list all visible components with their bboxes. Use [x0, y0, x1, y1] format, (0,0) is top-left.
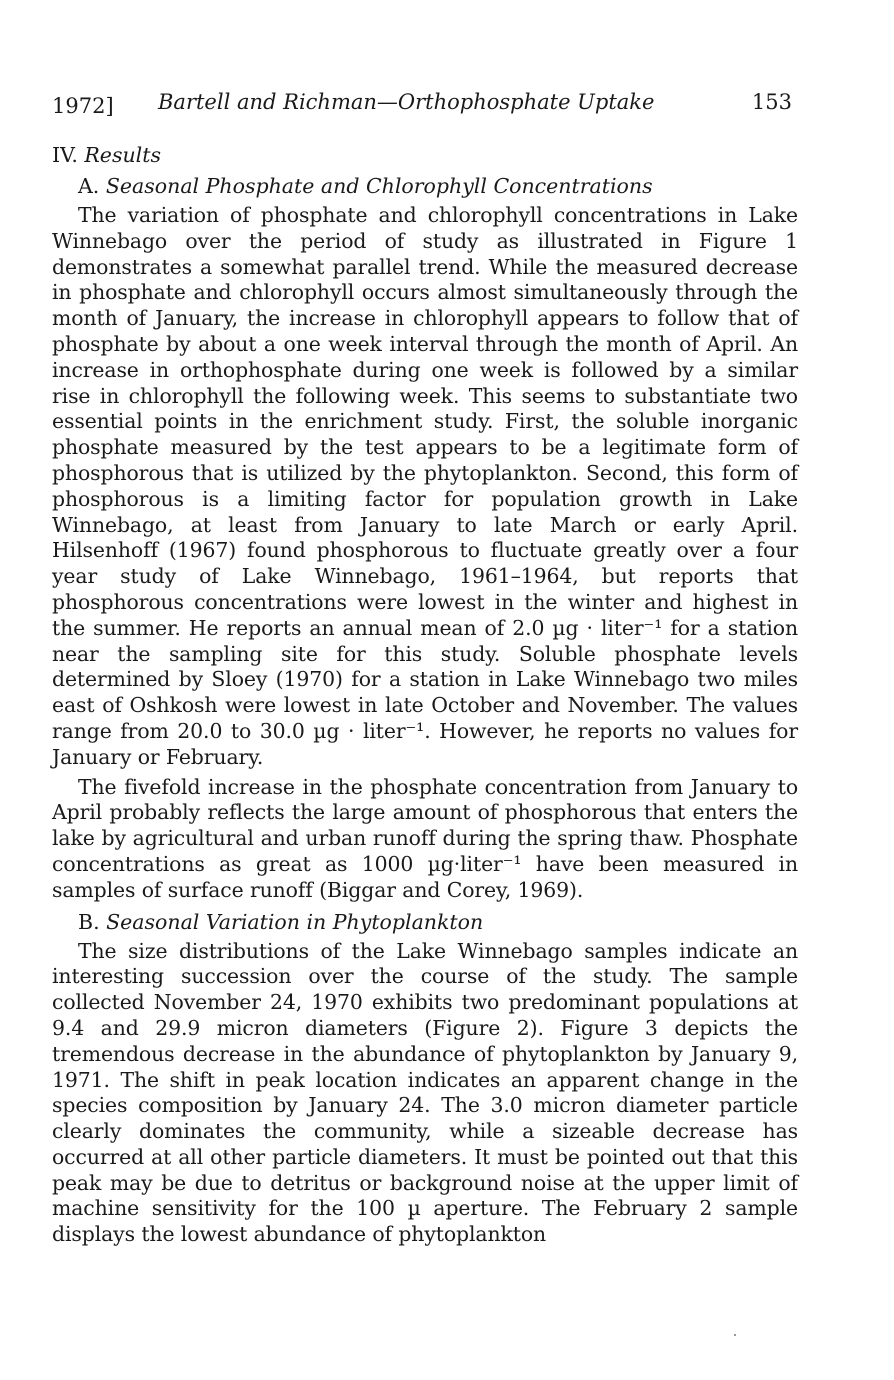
paragraph-a1: The variation of phosphate and chlorophyll concentrations in Lake Winnebago over the period of study as illustrated in Figure 1 demonstrates a somewhat parallel trend. While the measured decrease in phosphate and chlorophyll occurs almost simultaneously through the month of January, the increase in chlorophyll appears to follow that of phosphate by about a one week interval through the month of April. An increase in orthophosphate during one week is followed by a similar rise in chlorophyll the following week. This seems to substantiate two essential points in the enrichment study. First, the soluble inorganic phosphate measured by the test appears to be a legitimate form of phosphorous that is utilized by the phytoplankton. Second, this form of phosphorous is a limiting factor for population growth in Lake Winnebago, at least from January to late March or early April. Hilsenhoff (1967) found phosphorous to fluctuate greatly over a four year study of Lake Winnebago, 1961–1964, but reports that phosphorous concentrations were lowest in the winter and highest in the summer. He reports an annual mean of 2.0 µg · liter⁻¹ for a station near the sampling site for this study. Soluble phosphate levels determined by Sloey (1970) for a station in Lake Winnebago two miles east of Oshkosh were lowest in late October and November. The values range from 20.0 to 30.0 µg · liter⁻¹. However, he reports no values for January or February.: [52, 203, 798, 769]
section-title: Results: [84, 143, 161, 167]
section-numeral: IV.: [52, 143, 78, 167]
scan-speck: [734, 1334, 736, 1336]
paragraph-b1: The size distributions of the Lake Winnebago samples indicate an interesting succession over the course of the study. The sample collected November 24, 1970 exhibits two predominant populations at 9.4 and 29.9 micron diameters (Figure 2). Figure 3 depicts the tremendous decrease in the abundance of phytoplankton by January 9, 1971. The shift in peak location indicates an apparent change in the species composition by January 24. The 3.0 micron diameter particle clearly dominates the community, while a sizeable decrease has occurred at all other particle diameters. It must be pointed out that this peak may be due to detritus or background noise at the upper limit of machine sensitivity for the 100 µ aperture. The February 2 sample displays the lowest abundance of phytoplankton: [52, 938, 798, 1247]
running-head: [52, 88, 798, 120]
page-number: 153: [751, 90, 792, 114]
subsection-a-letter: A.: [78, 174, 100, 198]
running-head-title: Bartell and Richman—Orthophosphate Uptake: [158, 90, 655, 114]
running-head-year: 1972]: [52, 94, 114, 118]
paragraph-a2: The fivefold increase in the phosphate concentration from January to April probably reflects the large amount of phosphorous that enters the lake by agricultural and urban runoff during the spring thaw. Phosphate concentrations as great as 1000 µg·liter⁻¹ have been measured in samples of surface runoff (Biggar and Corey, 1969).: [52, 774, 798, 902]
subsection-heading-b: [52, 909, 798, 935]
journal-page: [52, 88, 798, 1248]
subsection-b-letter: B.: [78, 909, 100, 934]
subsection-b-title: Seasonal Variation in Phytoplankton: [106, 909, 484, 934]
section-heading-results: [52, 142, 798, 168]
subsection-a-title: Seasonal Phosphate and Chlorophyll Concentrations: [105, 174, 653, 198]
subsection-heading-a: [52, 173, 798, 199]
